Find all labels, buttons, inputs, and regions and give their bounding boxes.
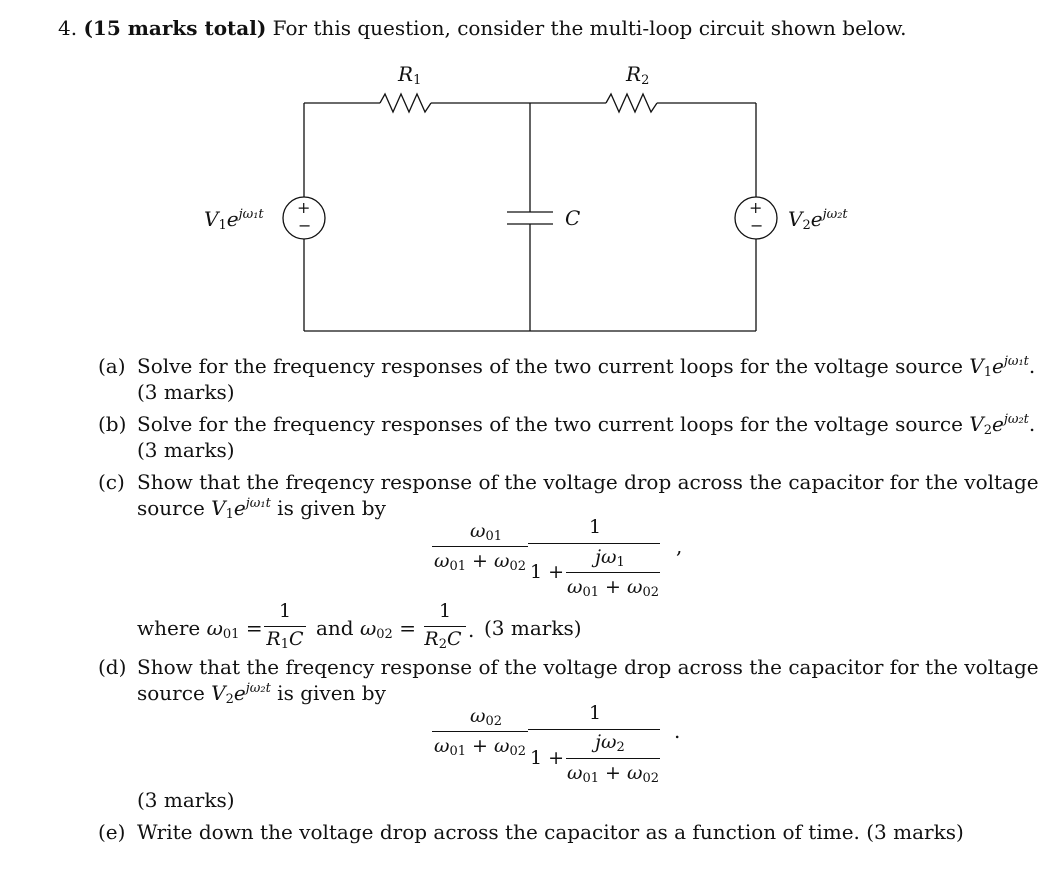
part-e-text: Write down the voltage drop across the capacitor as a function of time. (3 marks) bbox=[137, 820, 964, 844]
question-intro: For this question, consider the multi-loop circuit shown below. bbox=[272, 16, 907, 40]
part-d-line2: source $V_2e^{j\omega_2t}$ is given by bbox=[137, 681, 386, 707]
part-c-label: (c) bbox=[98, 470, 125, 494]
eq-d-num: $\omega_{02}$ bbox=[469, 705, 503, 729]
eq-c-bar1 bbox=[432, 546, 528, 547]
eq-d-oneplus: 1 + bbox=[529, 747, 565, 769]
part-c-line1: Show that the freqency response of the voltage drop across the capacitor for the voltage bbox=[137, 470, 1039, 494]
where-and: and $\omega_{02}$ = bbox=[316, 616, 416, 642]
part-b-marks: (3 marks) bbox=[137, 438, 235, 462]
part-b-label: (b) bbox=[98, 412, 127, 436]
part-e-label: (e) bbox=[98, 820, 126, 844]
eq-c-one: 1 bbox=[588, 516, 602, 538]
eq-c-oneplus: 1 + bbox=[529, 561, 565, 583]
where-r2c: $R_2C$ bbox=[424, 628, 462, 652]
eq-d-den: $\omega_{01} + \omega_{02}$ bbox=[433, 735, 527, 759]
eq-c-bar3 bbox=[566, 572, 660, 573]
eq-d-one: 1 bbox=[588, 702, 602, 724]
eq-c-num: $\omega_{01}$ bbox=[469, 520, 503, 544]
v2-minus-sign: − bbox=[750, 216, 764, 235]
label-capacitor: C bbox=[565, 206, 581, 230]
part-d-label: (d) bbox=[98, 655, 127, 679]
label-r2: $R_2$ bbox=[626, 62, 650, 88]
part-d-marks: (3 marks) bbox=[137, 788, 235, 812]
part-d-line1: Show that the freqency response of the voltage drop across the capacitor for the voltage bbox=[137, 655, 1039, 679]
where-text: where $\omega_{01}$ = bbox=[137, 616, 263, 642]
part-c-marks: (3 marks) bbox=[484, 616, 582, 640]
resistor-r1 bbox=[380, 94, 431, 112]
label-v2: $V_2e^{j\omega_2t}$ bbox=[788, 207, 848, 233]
question-number: 4. bbox=[58, 16, 78, 40]
question-marks: (15 marks total) bbox=[83, 16, 267, 40]
where-one-1: 1 bbox=[278, 600, 292, 622]
eq-d-period: . bbox=[674, 719, 681, 743]
label-v1: $V_1e^{j\omega_1t}$ bbox=[204, 207, 264, 233]
v1-plus-sign: + bbox=[297, 198, 311, 217]
eq-c-den2: $\omega_{01} + \omega_{02}$ bbox=[566, 576, 660, 600]
eq-d-jw2: $j\omega_2$ bbox=[595, 731, 625, 755]
part-b-text: Solve for the frequency responses of the two current loops for the voltage source $V_2e^{j\omega_2t}$. bbox=[137, 412, 1036, 438]
v2-plus-sign: + bbox=[749, 198, 763, 217]
eq-c-den: $\omega_{01} + \omega_{02}$ bbox=[433, 550, 527, 574]
part-a-text: Solve for the frequency responses of the two current loops for the voltage source $V_1e^{j\omega_1t}$. bbox=[137, 354, 1036, 380]
part-a-label: (a) bbox=[98, 354, 126, 378]
label-r1: $R_1$ bbox=[398, 62, 422, 88]
part-a-marks: (3 marks) bbox=[137, 380, 235, 404]
resistor-r2 bbox=[606, 94, 657, 112]
part-c-line2: source $V_1e^{j\omega_1t}$ is given by bbox=[137, 496, 386, 522]
eq-d-bar3 bbox=[566, 758, 660, 759]
where-dot: . bbox=[468, 618, 475, 642]
where-one-2: 1 bbox=[438, 600, 452, 622]
eq-d-bar1 bbox=[432, 731, 528, 732]
eq-c-comma: , bbox=[676, 534, 683, 558]
where-r1c: $R_1C$ bbox=[266, 628, 304, 652]
v1-minus-sign: − bbox=[298, 216, 312, 235]
circuit-diagram bbox=[0, 0, 1024, 360]
eq-c-jw1: $j\omega_1$ bbox=[595, 546, 625, 570]
eq-d-den2: $\omega_{01} + \omega_{02}$ bbox=[566, 762, 660, 786]
eq-c-bar2 bbox=[528, 543, 660, 544]
